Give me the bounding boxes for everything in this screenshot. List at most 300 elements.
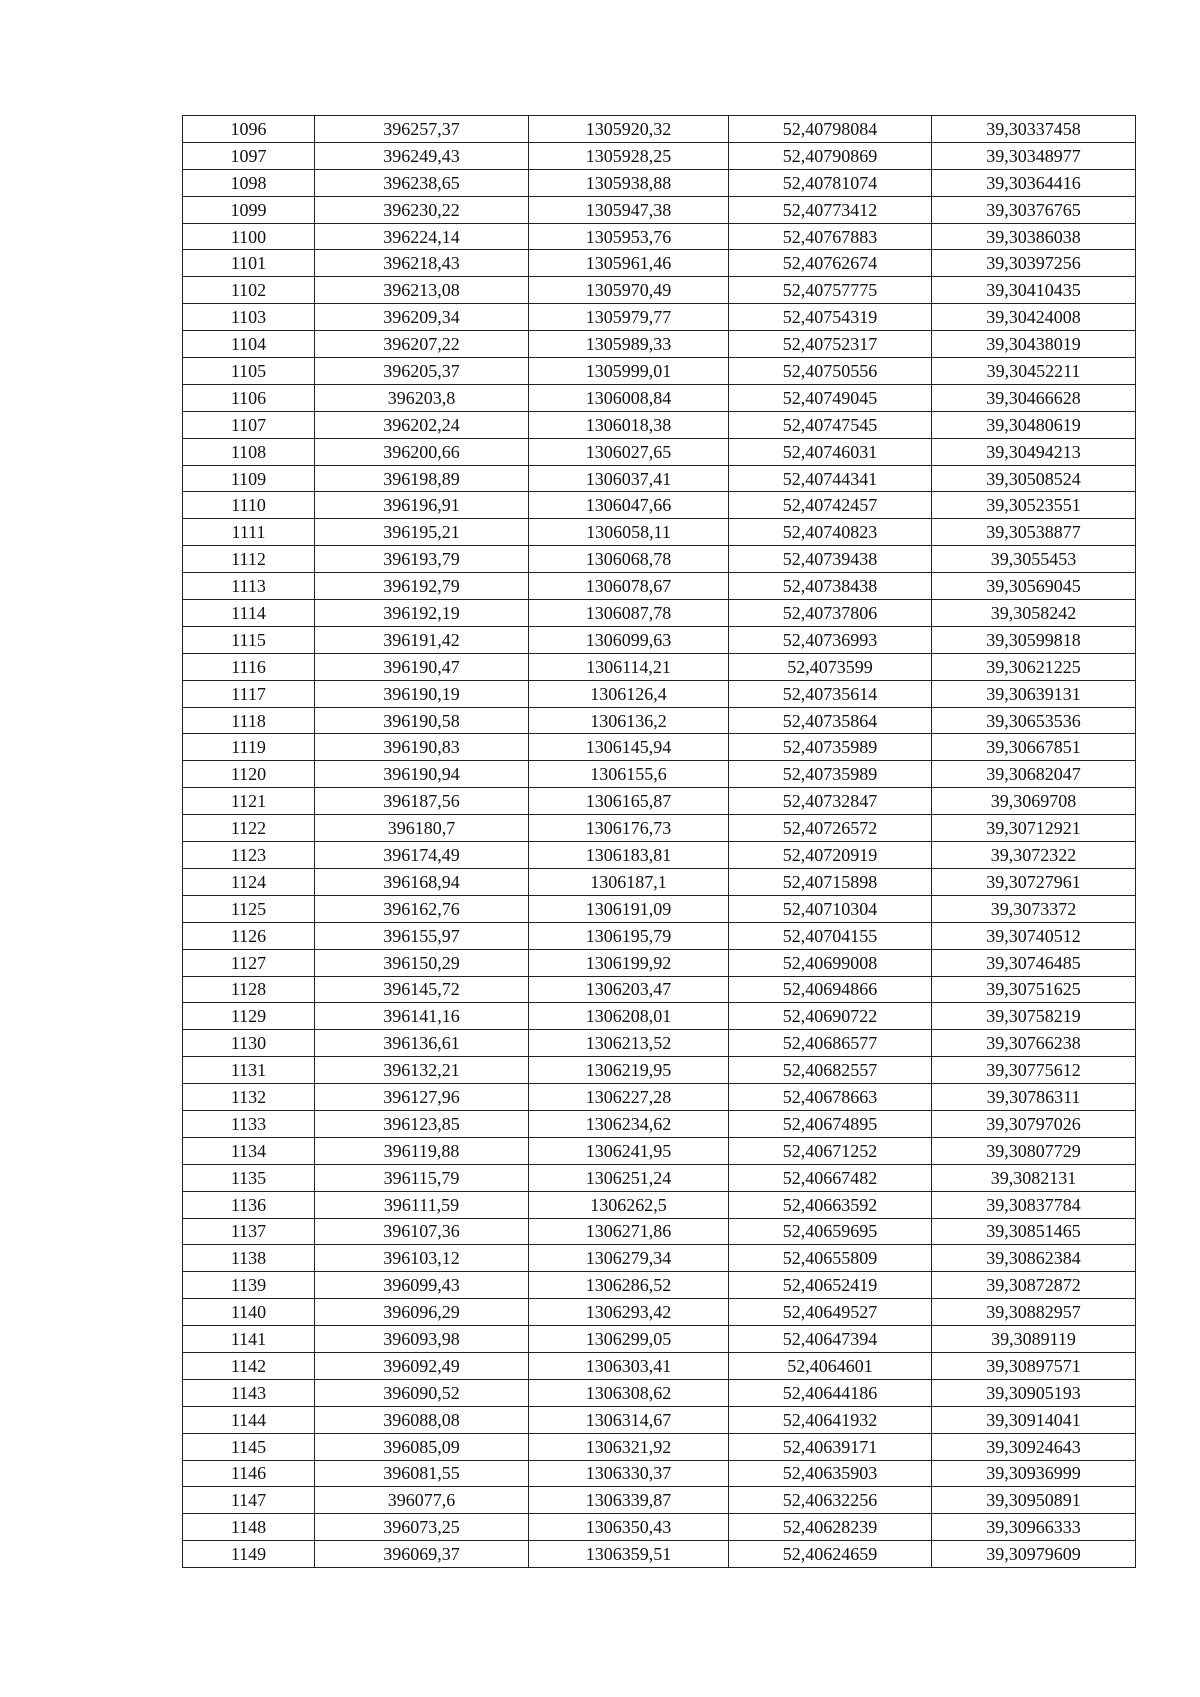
table-row <box>183 196 1136 223</box>
point-number-cell: 1142 <box>183 1352 315 1379</box>
latitude-cell: 52,40649527 <box>729 1299 932 1326</box>
y-coordinate-cell: 1306279,34 <box>529 1245 729 1272</box>
table-row <box>183 492 1136 519</box>
table-row <box>183 788 1136 815</box>
latitude-cell: 52,40736993 <box>729 626 932 653</box>
x-coordinate-cell: 396150,29 <box>315 949 529 976</box>
x-coordinate-cell: 396190,94 <box>315 761 529 788</box>
point-number-cell: 1132 <box>183 1084 315 1111</box>
table-row <box>183 626 1136 653</box>
point-number-cell: 1126 <box>183 922 315 949</box>
table-row <box>183 1164 1136 1191</box>
longitude-cell: 39,3089119 <box>932 1326 1136 1353</box>
y-coordinate-cell: 1306136,2 <box>529 707 729 734</box>
longitude-cell: 39,30740512 <box>932 922 1136 949</box>
longitude-cell: 39,30386038 <box>932 223 1136 250</box>
longitude-cell: 39,30727961 <box>932 868 1136 895</box>
y-coordinate-cell: 1306145,94 <box>529 734 729 761</box>
x-coordinate-cell: 396127,96 <box>315 1084 529 1111</box>
table-row <box>183 976 1136 1003</box>
point-number-cell: 1096 <box>183 116 315 143</box>
latitude-cell: 52,40659695 <box>729 1218 932 1245</box>
latitude-cell: 52,40671252 <box>729 1137 932 1164</box>
x-coordinate-cell: 396103,12 <box>315 1245 529 1272</box>
point-number-cell: 1112 <box>183 546 315 573</box>
x-coordinate-cell: 396209,34 <box>315 304 529 331</box>
latitude-cell: 52,40752317 <box>729 331 932 358</box>
latitude-cell: 52,40655809 <box>729 1245 932 1272</box>
y-coordinate-cell: 1305970,49 <box>529 277 729 304</box>
longitude-cell: 39,30897571 <box>932 1352 1136 1379</box>
x-coordinate-cell: 396203,8 <box>315 384 529 411</box>
latitude-cell: 52,40750556 <box>729 358 932 385</box>
point-number-cell: 1102 <box>183 277 315 304</box>
x-coordinate-cell: 396205,37 <box>315 358 529 385</box>
point-number-cell: 1121 <box>183 788 315 815</box>
latitude-cell: 52,40704155 <box>729 922 932 949</box>
longitude-cell: 39,30712921 <box>932 815 1136 842</box>
y-coordinate-cell: 1306234,62 <box>529 1110 729 1137</box>
table-row <box>183 277 1136 304</box>
table-row <box>183 707 1136 734</box>
table-row <box>183 465 1136 492</box>
y-coordinate-cell: 1306191,09 <box>529 895 729 922</box>
x-coordinate-cell: 396081,55 <box>315 1460 529 1487</box>
y-coordinate-cell: 1306199,92 <box>529 949 729 976</box>
longitude-cell: 39,30538877 <box>932 519 1136 546</box>
longitude-cell: 39,30494213 <box>932 438 1136 465</box>
table-row <box>183 868 1136 895</box>
table-row <box>183 250 1136 277</box>
table-row <box>183 573 1136 600</box>
latitude-cell: 52,40674895 <box>729 1110 932 1137</box>
latitude-cell: 52,40652419 <box>729 1272 932 1299</box>
table-row <box>183 1003 1136 1030</box>
coordinates-table <box>182 115 1136 1568</box>
latitude-cell: 52,40624659 <box>729 1541 932 1568</box>
latitude-cell: 52,40735864 <box>729 707 932 734</box>
y-coordinate-cell: 1306303,41 <box>529 1352 729 1379</box>
latitude-cell: 52,40699008 <box>729 949 932 976</box>
x-coordinate-cell: 396174,49 <box>315 842 529 869</box>
latitude-cell: 52,40781074 <box>729 169 932 196</box>
table-row <box>183 331 1136 358</box>
longitude-cell: 39,30682047 <box>932 761 1136 788</box>
y-coordinate-cell: 1306176,73 <box>529 815 729 842</box>
table-row <box>183 1084 1136 1111</box>
y-coordinate-cell: 1306359,51 <box>529 1541 729 1568</box>
latitude-cell: 52,40735989 <box>729 734 932 761</box>
x-coordinate-cell: 396132,21 <box>315 1057 529 1084</box>
x-coordinate-cell: 396230,22 <box>315 196 529 223</box>
y-coordinate-cell: 1306219,95 <box>529 1057 729 1084</box>
x-coordinate-cell: 396155,97 <box>315 922 529 949</box>
point-number-cell: 1147 <box>183 1487 315 1514</box>
longitude-cell: 39,30851465 <box>932 1218 1136 1245</box>
y-coordinate-cell: 1305953,76 <box>529 223 729 250</box>
point-number-cell: 1133 <box>183 1110 315 1137</box>
table-row <box>183 600 1136 627</box>
point-number-cell: 1131 <box>183 1057 315 1084</box>
y-coordinate-cell: 1305999,01 <box>529 358 729 385</box>
table-row <box>183 1191 1136 1218</box>
longitude-cell: 39,30882957 <box>932 1299 1136 1326</box>
x-coordinate-cell: 396224,14 <box>315 223 529 250</box>
latitude-cell: 52,40694866 <box>729 976 932 1003</box>
longitude-cell: 39,30452211 <box>932 358 1136 385</box>
point-number-cell: 1109 <box>183 465 315 492</box>
y-coordinate-cell: 1306330,37 <box>529 1460 729 1487</box>
point-number-cell: 1097 <box>183 142 315 169</box>
latitude-cell: 52,40740823 <box>729 519 932 546</box>
longitude-cell: 39,30872872 <box>932 1272 1136 1299</box>
x-coordinate-cell: 396218,43 <box>315 250 529 277</box>
latitude-cell: 52,40641932 <box>729 1406 932 1433</box>
y-coordinate-cell: 1306241,95 <box>529 1137 729 1164</box>
x-coordinate-cell: 396257,37 <box>315 116 529 143</box>
longitude-cell: 39,3073372 <box>932 895 1136 922</box>
latitude-cell: 52,40739438 <box>729 546 932 573</box>
latitude-cell: 52,40667482 <box>729 1164 932 1191</box>
latitude-cell: 52,4064601 <box>729 1352 932 1379</box>
longitude-cell: 39,3055453 <box>932 546 1136 573</box>
x-coordinate-cell: 396115,79 <box>315 1164 529 1191</box>
latitude-cell: 52,40762674 <box>729 250 932 277</box>
table-row <box>183 922 1136 949</box>
x-coordinate-cell: 396099,43 <box>315 1272 529 1299</box>
x-coordinate-cell: 396187,56 <box>315 788 529 815</box>
y-coordinate-cell: 1306314,67 <box>529 1406 729 1433</box>
latitude-cell: 52,40690722 <box>729 1003 932 1030</box>
longitude-cell: 39,30397256 <box>932 250 1136 277</box>
x-coordinate-cell: 396111,59 <box>315 1191 529 1218</box>
longitude-cell: 39,30950891 <box>932 1487 1136 1514</box>
x-coordinate-cell: 396200,66 <box>315 438 529 465</box>
y-coordinate-cell: 1306213,52 <box>529 1030 729 1057</box>
point-number-cell: 1128 <box>183 976 315 1003</box>
point-number-cell: 1146 <box>183 1460 315 1487</box>
table-row <box>183 223 1136 250</box>
longitude-cell: 39,30639131 <box>932 680 1136 707</box>
x-coordinate-cell: 396195,21 <box>315 519 529 546</box>
point-number-cell: 1134 <box>183 1137 315 1164</box>
y-coordinate-cell: 1306114,21 <box>529 653 729 680</box>
longitude-cell: 39,30766238 <box>932 1030 1136 1057</box>
x-coordinate-cell: 396077,6 <box>315 1487 529 1514</box>
latitude-cell: 52,40749045 <box>729 384 932 411</box>
point-number-cell: 1107 <box>183 411 315 438</box>
y-coordinate-cell: 1306027,65 <box>529 438 729 465</box>
y-coordinate-cell: 1306068,78 <box>529 546 729 573</box>
x-coordinate-cell: 396162,76 <box>315 895 529 922</box>
latitude-cell: 52,40647394 <box>729 1326 932 1353</box>
x-coordinate-cell: 396196,91 <box>315 492 529 519</box>
longitude-cell: 39,30746485 <box>932 949 1136 976</box>
x-coordinate-cell: 396096,29 <box>315 1299 529 1326</box>
x-coordinate-cell: 396190,83 <box>315 734 529 761</box>
table-row <box>183 1487 1136 1514</box>
longitude-cell: 39,30348977 <box>932 142 1136 169</box>
table-row <box>183 815 1136 842</box>
longitude-cell: 39,30599818 <box>932 626 1136 653</box>
point-number-cell: 1145 <box>183 1433 315 1460</box>
longitude-cell: 39,30914041 <box>932 1406 1136 1433</box>
point-number-cell: 1111 <box>183 519 315 546</box>
longitude-cell: 39,30569045 <box>932 573 1136 600</box>
longitude-cell: 39,30508524 <box>932 465 1136 492</box>
x-coordinate-cell: 396141,16 <box>315 1003 529 1030</box>
latitude-cell: 52,40635903 <box>729 1460 932 1487</box>
x-coordinate-cell: 396249,43 <box>315 142 529 169</box>
longitude-cell: 39,30924643 <box>932 1433 1136 1460</box>
y-coordinate-cell: 1305961,46 <box>529 250 729 277</box>
y-coordinate-cell: 1306286,52 <box>529 1272 729 1299</box>
y-coordinate-cell: 1306165,87 <box>529 788 729 815</box>
longitude-cell: 39,30410435 <box>932 277 1136 304</box>
longitude-cell: 39,30480619 <box>932 411 1136 438</box>
latitude-cell: 52,40744341 <box>729 465 932 492</box>
point-number-cell: 1129 <box>183 1003 315 1030</box>
x-coordinate-cell: 396202,24 <box>315 411 529 438</box>
y-coordinate-cell: 1306350,43 <box>529 1514 729 1541</box>
latitude-cell: 52,40710304 <box>729 895 932 922</box>
y-coordinate-cell: 1306155,6 <box>529 761 729 788</box>
y-coordinate-cell: 1306087,78 <box>529 600 729 627</box>
latitude-cell: 52,40757775 <box>729 277 932 304</box>
x-coordinate-cell: 396180,7 <box>315 815 529 842</box>
latitude-cell: 52,40790869 <box>729 142 932 169</box>
table-row <box>183 304 1136 331</box>
latitude-cell: 52,40632256 <box>729 1487 932 1514</box>
table-row <box>183 1460 1136 1487</box>
longitude-cell: 39,30364416 <box>932 169 1136 196</box>
y-coordinate-cell: 1305928,25 <box>529 142 729 169</box>
table-row <box>183 1218 1136 1245</box>
y-coordinate-cell: 1305989,33 <box>529 331 729 358</box>
x-coordinate-cell: 396190,19 <box>315 680 529 707</box>
x-coordinate-cell: 396191,42 <box>315 626 529 653</box>
point-number-cell: 1099 <box>183 196 315 223</box>
longitude-cell: 39,30523551 <box>932 492 1136 519</box>
longitude-cell: 39,30337458 <box>932 116 1136 143</box>
latitude-cell: 52,40644186 <box>729 1379 932 1406</box>
x-coordinate-cell: 396088,08 <box>315 1406 529 1433</box>
point-number-cell: 1141 <box>183 1326 315 1353</box>
point-number-cell: 1114 <box>183 600 315 627</box>
longitude-cell: 39,30862384 <box>932 1245 1136 1272</box>
x-coordinate-cell: 396090,52 <box>315 1379 529 1406</box>
point-number-cell: 1125 <box>183 895 315 922</box>
x-coordinate-cell: 396073,25 <box>315 1514 529 1541</box>
y-coordinate-cell: 1306271,86 <box>529 1218 729 1245</box>
y-coordinate-cell: 1306099,63 <box>529 626 729 653</box>
table-row <box>183 116 1136 143</box>
y-coordinate-cell: 1306078,67 <box>529 573 729 600</box>
latitude-cell: 52,40686577 <box>729 1030 932 1057</box>
point-number-cell: 1117 <box>183 680 315 707</box>
x-coordinate-cell: 396085,09 <box>315 1433 529 1460</box>
x-coordinate-cell: 396198,89 <box>315 465 529 492</box>
point-number-cell: 1113 <box>183 573 315 600</box>
table-row <box>183 1326 1136 1353</box>
y-coordinate-cell: 1306208,01 <box>529 1003 729 1030</box>
latitude-cell: 52,40678663 <box>729 1084 932 1111</box>
y-coordinate-cell: 1305979,77 <box>529 304 729 331</box>
table-row <box>183 384 1136 411</box>
latitude-cell: 52,40737806 <box>729 600 932 627</box>
point-number-cell: 1115 <box>183 626 315 653</box>
latitude-cell: 52,40746031 <box>729 438 932 465</box>
table-row <box>183 895 1136 922</box>
latitude-cell: 52,40682557 <box>729 1057 932 1084</box>
longitude-cell: 39,3058242 <box>932 600 1136 627</box>
y-coordinate-cell: 1306203,47 <box>529 976 729 1003</box>
point-number-cell: 1149 <box>183 1541 315 1568</box>
point-number-cell: 1139 <box>183 1272 315 1299</box>
latitude-cell: 52,40639171 <box>729 1433 932 1460</box>
y-coordinate-cell: 1306299,05 <box>529 1326 729 1353</box>
x-coordinate-cell: 396207,22 <box>315 331 529 358</box>
x-coordinate-cell: 396069,37 <box>315 1541 529 1568</box>
longitude-cell: 39,30653536 <box>932 707 1136 734</box>
table-row <box>183 1030 1136 1057</box>
x-coordinate-cell: 396107,36 <box>315 1218 529 1245</box>
latitude-cell: 52,4073599 <box>729 653 932 680</box>
longitude-cell: 39,30438019 <box>932 331 1136 358</box>
x-coordinate-cell: 396092,49 <box>315 1352 529 1379</box>
y-coordinate-cell: 1306262,5 <box>529 1191 729 1218</box>
point-number-cell: 1136 <box>183 1191 315 1218</box>
x-coordinate-cell: 396145,72 <box>315 976 529 1003</box>
table-row <box>183 519 1136 546</box>
x-coordinate-cell: 396190,47 <box>315 653 529 680</box>
longitude-cell: 39,30775612 <box>932 1057 1136 1084</box>
x-coordinate-cell: 396136,61 <box>315 1030 529 1057</box>
point-number-cell: 1104 <box>183 331 315 358</box>
point-number-cell: 1130 <box>183 1030 315 1057</box>
longitude-cell: 39,30905193 <box>932 1379 1136 1406</box>
longitude-cell: 39,3072322 <box>932 842 1136 869</box>
point-number-cell: 1120 <box>183 761 315 788</box>
table-row <box>183 142 1136 169</box>
table-row <box>183 734 1136 761</box>
latitude-cell: 52,40628239 <box>729 1514 932 1541</box>
table-row <box>183 1541 1136 1568</box>
table-row <box>183 1057 1136 1084</box>
table-row <box>183 949 1136 976</box>
x-coordinate-cell: 396123,85 <box>315 1110 529 1137</box>
point-number-cell: 1144 <box>183 1406 315 1433</box>
table-row <box>183 169 1136 196</box>
longitude-cell: 39,30966333 <box>932 1514 1136 1541</box>
point-number-cell: 1137 <box>183 1218 315 1245</box>
y-coordinate-cell: 1305938,88 <box>529 169 729 196</box>
point-number-cell: 1098 <box>183 169 315 196</box>
point-number-cell: 1124 <box>183 868 315 895</box>
table-row <box>183 1379 1136 1406</box>
latitude-cell: 52,40798084 <box>729 116 932 143</box>
table-row <box>183 1272 1136 1299</box>
point-number-cell: 1138 <box>183 1245 315 1272</box>
table-row <box>183 1514 1136 1541</box>
point-number-cell: 1143 <box>183 1379 315 1406</box>
table-row <box>183 438 1136 465</box>
table-row <box>183 358 1136 385</box>
longitude-cell: 39,30979609 <box>932 1541 1136 1568</box>
y-coordinate-cell: 1306047,66 <box>529 492 729 519</box>
y-coordinate-cell: 1306183,81 <box>529 842 729 869</box>
y-coordinate-cell: 1306008,84 <box>529 384 729 411</box>
point-number-cell: 1108 <box>183 438 315 465</box>
y-coordinate-cell: 1306018,38 <box>529 411 729 438</box>
coordinates-table-body <box>183 116 1136 1568</box>
x-coordinate-cell: 396238,65 <box>315 169 529 196</box>
longitude-cell: 39,30621225 <box>932 653 1136 680</box>
latitude-cell: 52,40735989 <box>729 761 932 788</box>
longitude-cell: 39,30667851 <box>932 734 1136 761</box>
longitude-cell: 39,30466628 <box>932 384 1136 411</box>
longitude-cell: 39,3069708 <box>932 788 1136 815</box>
table-row <box>183 411 1136 438</box>
point-number-cell: 1148 <box>183 1514 315 1541</box>
point-number-cell: 1100 <box>183 223 315 250</box>
point-number-cell: 1127 <box>183 949 315 976</box>
table-row <box>183 1245 1136 1272</box>
x-coordinate-cell: 396213,08 <box>315 277 529 304</box>
longitude-cell: 39,30751625 <box>932 976 1136 1003</box>
y-coordinate-cell: 1305920,32 <box>529 116 729 143</box>
longitude-cell: 39,30807729 <box>932 1137 1136 1164</box>
y-coordinate-cell: 1306293,42 <box>529 1299 729 1326</box>
point-number-cell: 1118 <box>183 707 315 734</box>
x-coordinate-cell: 396168,94 <box>315 868 529 895</box>
latitude-cell: 52,40742457 <box>729 492 932 519</box>
point-number-cell: 1105 <box>183 358 315 385</box>
point-number-cell: 1123 <box>183 842 315 869</box>
y-coordinate-cell: 1306187,1 <box>529 868 729 895</box>
point-number-cell: 1110 <box>183 492 315 519</box>
latitude-cell: 52,40715898 <box>729 868 932 895</box>
y-coordinate-cell: 1306321,92 <box>529 1433 729 1460</box>
table-row <box>183 653 1136 680</box>
latitude-cell: 52,40754319 <box>729 304 932 331</box>
table-row <box>183 680 1136 707</box>
point-number-cell: 1135 <box>183 1164 315 1191</box>
table-row <box>183 1433 1136 1460</box>
table-row <box>183 761 1136 788</box>
y-coordinate-cell: 1306308,62 <box>529 1379 729 1406</box>
point-number-cell: 1101 <box>183 250 315 277</box>
longitude-cell: 39,30786311 <box>932 1084 1136 1111</box>
longitude-cell: 39,30424008 <box>932 304 1136 331</box>
latitude-cell: 52,40773412 <box>729 196 932 223</box>
longitude-cell: 39,3082131 <box>932 1164 1136 1191</box>
latitude-cell: 52,40726572 <box>729 815 932 842</box>
x-coordinate-cell: 396190,58 <box>315 707 529 734</box>
table-row <box>183 842 1136 869</box>
point-number-cell: 1122 <box>183 815 315 842</box>
table-row <box>183 1406 1136 1433</box>
y-coordinate-cell: 1306251,24 <box>529 1164 729 1191</box>
latitude-cell: 52,40720919 <box>729 842 932 869</box>
point-number-cell: 1106 <box>183 384 315 411</box>
latitude-cell: 52,40738438 <box>729 573 932 600</box>
y-coordinate-cell: 1306037,41 <box>529 465 729 492</box>
x-coordinate-cell: 396093,98 <box>315 1326 529 1353</box>
table-row <box>183 1110 1136 1137</box>
table-row <box>183 1137 1136 1164</box>
longitude-cell: 39,30758219 <box>932 1003 1136 1030</box>
